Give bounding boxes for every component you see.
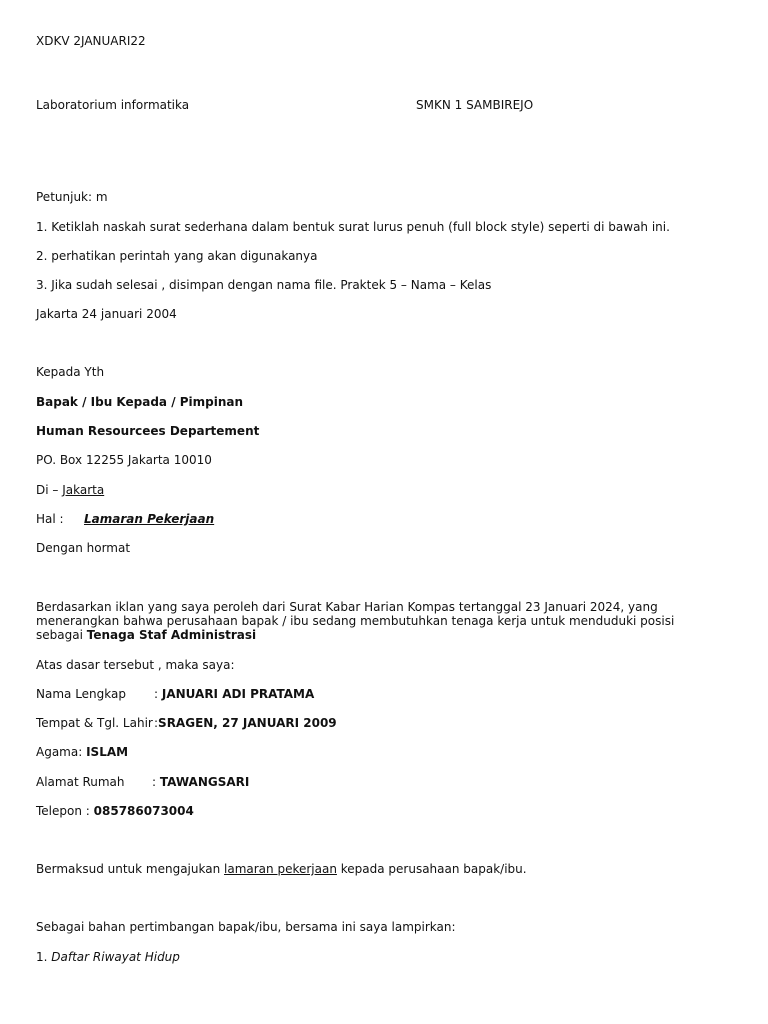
attachments-intro: Sebagai bahan pertimbangan bapak/ibu, bersama ini saya lampirkan: [36,920,456,934]
di-prefix: Di – [36,483,63,497]
recipient-address: PO. Box 12255 Jakarta 10010 [36,453,212,467]
body-paragraph [36,600,716,642]
field-value: :SRAGEN, 27 JANUARI 2009 [154,716,337,730]
field-alamat [36,775,250,789]
date-line: Jakarta 24 januari 2004 [36,307,177,321]
field-label: Agama: [36,745,87,759]
field-value: ISLAM [86,745,129,759]
di-city: Jakarta [62,483,105,497]
attachment-item: 1. Daftar Riwayat Hidup [36,950,180,964]
salutation: Dengan hormat [36,541,131,555]
instruction-item: 3. Jika sudah selesai , disimpan dengan nama file. Praktek 5 – Nama – Kelas [36,278,492,292]
position-title: Tenaga Staf Administrasi [86,628,257,642]
field-label: Tempat & Tgl. Lahir [36,716,153,730]
field-value: : TAWANGSARI [152,775,250,789]
intent-line: Bermaksud untuk mengajukan lamaran pekerjaan kepada perusahaan bapak/ibu. [36,862,527,876]
field-value: : JANUARI ADI PRATAMA [154,687,315,701]
subject-value: Lamaran Pekerjaan [84,512,215,526]
instruction-item: 1. Ketiklah naskah surat sederhana dalam bentuk surat lurus penuh (full block style) seperti di bawah ini. [36,220,670,234]
instructions-title: Petunjuk: m [36,190,108,204]
body-paragraph-text: Berdasarkan iklan yang saya peroleh dari Surat Kabar Harian Kompas tertanggal 23 Januari 2024, yang menerangkan bahwa perusahaan bapak / ibu sedang membutuhkan tenaga kerja untuk menduduki posisi sebagai [36,600,675,642]
document-code: XDKV 2JANUARI22 [36,34,146,48]
field-ttl [36,716,337,730]
field-value: 085786073004 [93,804,194,818]
instruction-item: 2. perhatikan perintah yang akan digunakanya [36,249,318,263]
field-telepon [36,804,194,818]
intent-link: lamaran pekerjaan [224,862,337,876]
recipient-greeting: Kepada Yth [36,365,105,379]
subject-label: Hal : [36,512,64,526]
field-agama [36,745,128,759]
header-right: SMKN 1 SAMBIREJO [416,98,534,112]
field-label: Nama Lengkap [36,687,126,701]
field-label: Alamat Rumah [36,775,125,789]
recipient-city-line [36,483,104,497]
recipient-line1: Bapak / Ibu Kepada / Pimpinan [36,395,244,409]
recipient-line2: Human Resourcees Departement [36,424,260,438]
field-nama [36,687,315,701]
header-left: Laboratorium informatika [36,98,190,112]
intro-line: Atas dasar tersebut , maka saya: [36,658,235,672]
field-label: Telepon : [36,804,94,818]
